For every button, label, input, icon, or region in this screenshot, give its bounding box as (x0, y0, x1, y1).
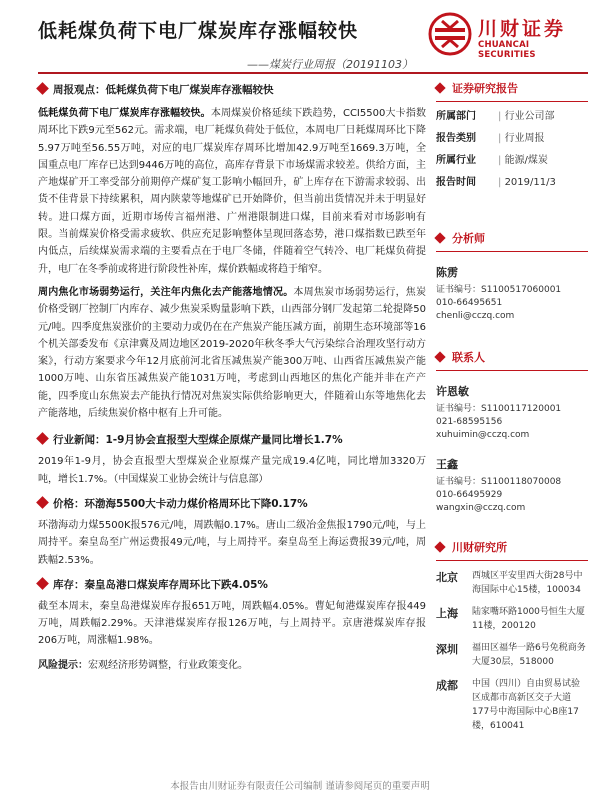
info-key: 所属部门 (436, 111, 476, 122)
contact-heading (436, 349, 588, 365)
report-subtitle: ——煤炭行业周报（20191103） (247, 58, 413, 71)
contact-cert: 证书编号：S1100117120001 (436, 404, 562, 414)
brand-name-cn: 川财证券 (478, 18, 567, 40)
contact-email[interactable]: wangxin@cczq.com (436, 503, 526, 513)
diamond-bullet-icon (36, 432, 49, 445)
news-body: 2019年1-9月，协会直报型大型煤炭企业原煤产量完成19.4亿吨，同比增加3320万吨，增长1.7%。（中国煤炭工业协会统计与信息部） (38, 456, 426, 485)
info-row (436, 172, 588, 194)
contact-name: 王鑫 (436, 458, 458, 471)
contact-cert: 证书编号：S1100118070008 (436, 477, 562, 487)
diamond-bullet-icon (434, 232, 445, 243)
analyst-phone: 010-66495651 (436, 298, 503, 308)
report-title: 低耗煤负荷下电厂煤炭库存涨幅较快 (38, 20, 359, 42)
contact-phone: 010-66495929 (436, 490, 503, 500)
office-city: 上海 (436, 607, 458, 620)
info-row (436, 150, 588, 172)
research-heading (436, 539, 588, 555)
contact-card (436, 383, 588, 442)
office-address: 西城区平安里西大街28号中海国际中心15楼，100034 (472, 571, 583, 595)
brand-logo (428, 12, 588, 60)
chuancai-logo-icon (428, 12, 472, 56)
risk-warning (38, 656, 426, 671)
diamond-bullet-icon (36, 577, 49, 590)
report-info-heading (436, 80, 588, 96)
info-row (436, 106, 588, 128)
analyst-name: 陈雳 (436, 266, 458, 279)
office-city: 北京 (436, 571, 458, 584)
paragraph-1-body: 本周煤炭价格延续下跌趋势，CCI5500大卡指数周环比下跌9元至562元。需求端，电厂耗煤负荷处于低位，本周电厂日耗煤周环比下降5.97万吨至56.55万吨，对应的电厂煤炭库存周环比增加42.9万吨至1669.3万吨，全国重点电厂库存已达到9446万吨的高位，高库存背景下市场煤需求较差。供给方面，主产地煤矿开工率受部分前期停产煤矿复工影响小幅回升，矿上库存在下游需求较弱、出货不佳背景下持续累积，周内陕蒙等地煤矿已开始降价，但当前出货情况并未于明显好转。进口煤方面，近期市场传言福州港、广州港限制进口煤，目前来看对市场影响有限。当前煤炭价格受需求疲软、供应充足影响整体呈现回落态势，港口煤指数已跌至年内低点，后续煤炭需求端的主要看点在于电厂冬储，伴随着空气转冷、电厂耗煤负荷提升，电厂在冬季前或将进行阶段性补库，煤价跌幅或将趋于缩窄。 (38, 108, 426, 275)
info-key: 报告时间 (436, 177, 476, 188)
inventory-heading-text: 库存：秦皇岛港口煤炭库存周环比下跌4.05% (53, 578, 268, 591)
diamond-bullet-icon (434, 82, 445, 93)
risk-label: 风险提示： (38, 659, 88, 671)
info-key: 报告类别 (436, 133, 476, 144)
contact-email[interactable]: xuhuimin@cczq.com (436, 430, 530, 440)
analyst-cert: 证书编号：S1100517060001 (436, 285, 562, 295)
contact-name: 许恩敏 (436, 385, 469, 398)
main-column (38, 80, 426, 671)
paragraph-2-lead: 周内焦化市场弱势运行，关注年内焦化去产能落地情况。 (38, 286, 294, 298)
analyst-heading-text: 分析师 (452, 232, 485, 245)
summary-paragraph-1 (38, 105, 426, 278)
sidebar-divider (436, 560, 588, 561)
info-value: | 能源/煤炭 (498, 150, 548, 172)
inventory-heading (38, 577, 426, 592)
report-info-table (436, 106, 588, 194)
office-item (436, 569, 588, 597)
office-city: 成都 (436, 679, 458, 692)
info-value: | 2019/11/3 (498, 172, 556, 194)
contact-card (436, 456, 588, 515)
diamond-bullet-icon (434, 541, 445, 552)
price-body: 环渤海动力煤5500K报576元/吨，周跌幅0.17%。唐山二级冶金焦报1790元/吨，与上周持平。秦皇岛至广州运费报49元/吨，与上周持平。秦皇岛至上海运费报39元/吨，周跌幅2.53%。 (38, 519, 426, 566)
contact-heading-text: 联系人 (452, 351, 485, 364)
inventory-body: 截至本周末，秦皇岛港煤炭库存报651万吨，周跌幅4.05%。曹妃甸港煤炭库存报449万吨，周跌幅2.29%。天津港煤炭库存报126万吨，与上周持平。京唐港煤炭库存报206万吨，周涨幅1.98%。 (38, 600, 426, 647)
contact-phone: 021-68595156 (436, 417, 503, 427)
paragraph-2-body: 本周焦炭市场弱势运行，焦炭价格受钢厂控制厂内库存、减少焦炭采购量影响下跌，山西部分钢厂发起第二轮提降50元/吨。四季度焦炭涨价的主要动力或仍在在产焦炭产能压减方面，前期生态环境部等16个机关部委发布《京津冀及周边地区2019-2020年秋冬季大气污染综合治理攻坚行动方案》，行动方案要求今年12月底前河北省压减焦炭产能300万吨、山西省压减焦炭产能1000万吨、山东省压减焦炭产能1031万吨，考虑到山西地区的焦化产能并非在产产能，四季度山东焦炭去产能执行情况对焦炭实际供给影响更大，伴随着山东等地焦化去产能落地，后续焦炭价格中枢有上升可能。 (38, 286, 427, 420)
sidebar (436, 80, 588, 733)
news-heading-text: 行业新闻：1-9月协会直报型大型煤企原煤产量同比增长1.7% (53, 434, 343, 447)
price-heading (38, 496, 426, 511)
sidebar-divider (436, 101, 588, 102)
diamond-bullet-icon (36, 82, 49, 95)
paragraph-1-lead: 低耗煤负荷下电厂煤炭库存涨幅较快。 (38, 108, 211, 119)
price-heading-text: 价格：环渤海5500大卡动力煤价格周环比下降0.17% (53, 497, 308, 510)
news-heading (38, 432, 426, 447)
info-key: 所属行业 (436, 155, 476, 166)
analyst-email[interactable]: chenli@cczq.com (436, 311, 515, 321)
office-item (436, 677, 588, 733)
analyst-card (436, 264, 588, 323)
risk-text: 宏观经济形势调整，行业政策变化。 (88, 659, 248, 671)
info-row (436, 128, 588, 150)
summary-heading-text: 周报观点：低耗煤负荷下电厂煤炭库存涨幅较快 (53, 84, 274, 96)
footer-disclaimer: 本报告由川财证券有限责任公司编制 谨请参阅尾页的重要声明 (170, 781, 430, 792)
brand-name-en: CHUANCAI SECURITIES (478, 40, 536, 60)
header-divider (38, 72, 588, 74)
office-city: 深圳 (436, 643, 458, 656)
office-item (436, 641, 588, 669)
diamond-bullet-icon (36, 496, 49, 509)
summary-heading (38, 82, 426, 97)
office-address: 陆家嘴环路1000号恒生大厦11楼，200120 (472, 607, 585, 631)
info-value: | 行业周报 (498, 128, 545, 150)
sidebar-divider (436, 370, 588, 371)
sidebar-divider (436, 251, 588, 252)
office-address: 福田区福华一路6号免税商务大厦30层，518000 (472, 643, 586, 667)
research-heading-text: 川财研究所 (452, 541, 507, 554)
diamond-bullet-icon (434, 351, 445, 362)
info-value: | 行业公司部 (498, 106, 555, 128)
analyst-heading (436, 230, 588, 246)
office-address: 中国（四川）自由贸易试验区成都市高新区交子大道177号中海国际中心B座17楼，610041 (472, 679, 581, 731)
summary-paragraph-2 (38, 284, 426, 422)
report-info-heading-text: 证券研究报告 (452, 82, 518, 95)
office-list (436, 569, 588, 733)
office-item (436, 605, 588, 633)
